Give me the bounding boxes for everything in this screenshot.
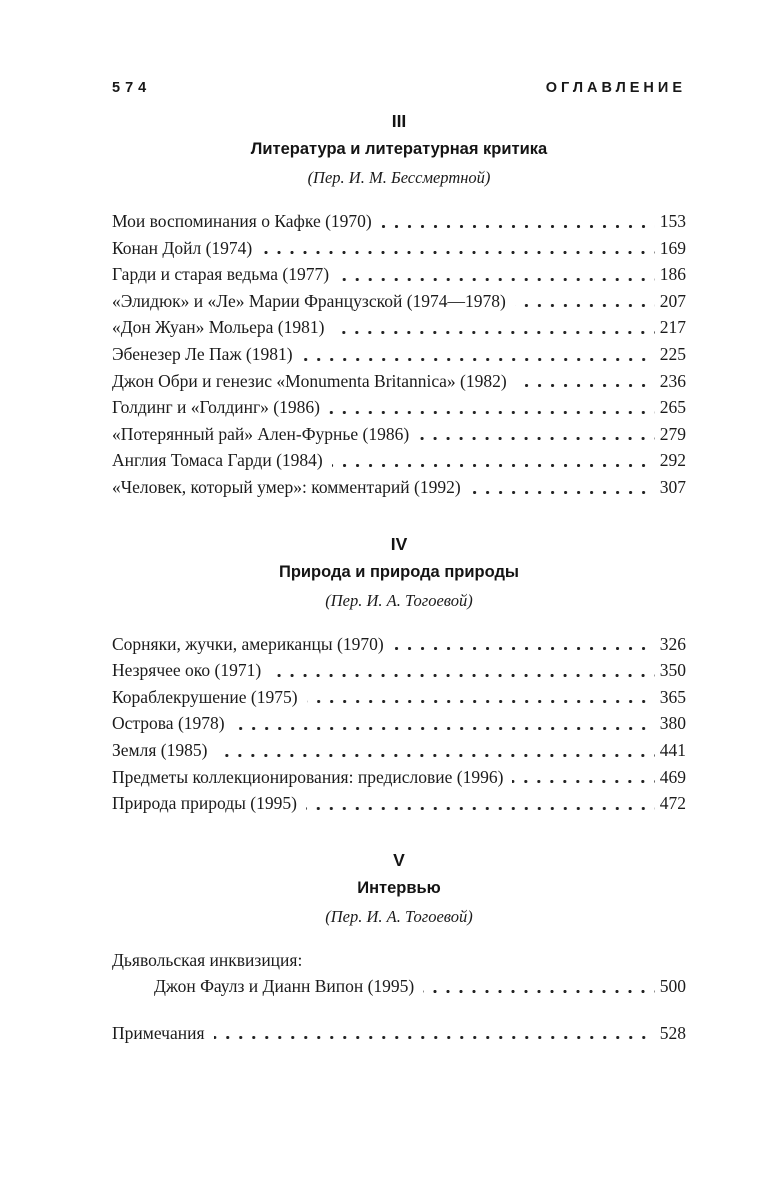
dot-leader <box>324 314 659 341</box>
entry-page: 307 <box>659 476 686 497</box>
entry-title: «Элидюк» и «Ле» Марии Французской (1974—1978) <box>112 290 506 311</box>
entry-page: 441 <box>659 739 686 760</box>
section-title: Литература и литературная критика <box>250 140 548 158</box>
toc-entry <box>112 790 686 817</box>
section-translator: (Пер. И. А. Тогоевой) <box>325 590 473 610</box>
toc-entry <box>112 368 686 395</box>
entry-page: 350 <box>659 660 686 681</box>
dot-leader <box>461 474 660 501</box>
dot-leader <box>205 1020 660 1047</box>
entry-title: Эбенезер Ле Паж (1981) <box>112 343 293 364</box>
entry-title: Острова (1978) <box>112 713 225 734</box>
section-title: Природа и природа природы <box>278 562 520 581</box>
dot-leader <box>409 421 660 448</box>
entry-title: Дьявольская инквизиция: <box>112 949 303 970</box>
page-number: 574 <box>112 80 152 96</box>
toc-entry <box>112 1020 686 1047</box>
toc-entry <box>112 314 686 341</box>
toc-section <box>112 534 686 817</box>
toc-entry <box>112 657 686 684</box>
dot-leader <box>297 790 660 817</box>
dot-leader <box>414 973 659 1000</box>
dot-leader <box>298 684 660 711</box>
toc-entry <box>112 947 686 974</box>
entry-page: 265 <box>659 397 686 418</box>
table-of-contents <box>112 111 686 1046</box>
dot-leader <box>329 261 660 288</box>
toc-entry <box>112 421 686 448</box>
entry-title: Земля (1985) <box>112 739 208 760</box>
entry-page: 225 <box>659 343 686 364</box>
dot-leader <box>207 737 659 764</box>
entry-page: 169 <box>659 237 686 258</box>
entry-title: Незрячее око (1971) <box>112 660 262 681</box>
dot-leader <box>323 447 660 474</box>
dot-leader <box>506 288 660 315</box>
entry-page: 365 <box>659 686 686 707</box>
entry-title: Примечания <box>112 1022 205 1043</box>
dot-leader <box>225 710 660 737</box>
entry-page: 469 <box>659 766 686 787</box>
dot-leader <box>503 764 659 791</box>
toc-entry <box>112 973 686 1000</box>
entry-title: Гарди и старая ведьма (1977) <box>112 264 330 285</box>
toc-entry <box>112 341 686 368</box>
entry-page: 207 <box>659 290 686 311</box>
entry-page: 236 <box>659 370 686 391</box>
dot-leader <box>507 368 660 395</box>
entry-page: 528 <box>659 1022 686 1043</box>
entry-list <box>112 1020 686 1047</box>
toc-entry <box>112 261 686 288</box>
entry-page: 380 <box>659 713 686 734</box>
dot-leader <box>384 631 660 658</box>
running-head <box>112 80 686 96</box>
entry-page: 500 <box>659 976 686 997</box>
dot-leader <box>252 235 660 262</box>
toc-section <box>112 850 686 1000</box>
entry-title: Предметы коллекционирования: предисловие (1996) <box>112 766 504 787</box>
section-numeral: IV <box>390 533 408 554</box>
entry-page: 326 <box>659 633 686 654</box>
toc-section <box>112 1020 686 1047</box>
entry-page: 292 <box>659 450 686 471</box>
section-numeral: III <box>391 111 407 131</box>
entry-list <box>112 631 686 817</box>
entry-title: «Потерянный рай» Ален-Фурнье (1986) <box>112 423 410 444</box>
entry-list <box>112 947 686 1000</box>
entry-title: Мои воспоминания о Кафке (1970) <box>112 211 372 231</box>
dot-leader <box>261 657 660 684</box>
toc-entry <box>112 394 686 421</box>
entry-title: Кораблекрушение (1975) <box>112 686 298 707</box>
section-translator: (Пер. И. М. Бессмертной) <box>307 168 491 187</box>
section-numeral: V <box>393 849 405 870</box>
section-translator: (Пер. И. А. Тогоевой) <box>325 906 473 926</box>
entry-title: Сорняки, жучки, американцы (1970) <box>112 633 384 654</box>
entry-page: 279 <box>659 423 686 444</box>
dot-leader <box>372 208 660 235</box>
entry-page: 217 <box>659 317 686 338</box>
dot-leader <box>320 394 660 421</box>
running-title: ОГЛАВЛЕНИЕ <box>545 80 686 96</box>
entry-list <box>112 208 686 501</box>
entry-title: Голдинг и «Голдинг» (1986) <box>112 397 320 418</box>
dot-leader <box>293 341 660 368</box>
toc-entry <box>112 764 686 791</box>
toc-entry <box>112 208 686 235</box>
entry-title: «Дон Жуан» Мольера (1981) <box>112 317 325 338</box>
entry-title: Джон Обри и генезис «Monumenta Britannica» (1982) <box>112 370 507 391</box>
section-title: Интервью <box>357 878 441 897</box>
toc-entry <box>112 474 686 501</box>
toc-section <box>112 111 686 501</box>
entry-page: 472 <box>659 793 686 814</box>
toc-entry <box>112 737 686 764</box>
entry-title: Джон Фаулз и Дианн Випон (1995) <box>154 976 415 997</box>
entry-title: Природа природы (1995) <box>112 793 297 814</box>
toc-entry <box>112 235 686 262</box>
entry-page: 186 <box>659 264 686 285</box>
entry-title: «Человек, который умер»: комментарий (1992) <box>112 476 461 497</box>
toc-entry <box>112 631 686 658</box>
entry-title: Конан Дойл (1974) <box>112 237 253 258</box>
toc-entry <box>112 710 686 737</box>
entry-page: 153 <box>659 211 686 231</box>
toc-entry <box>112 288 686 315</box>
toc-entry <box>112 684 686 711</box>
toc-entry <box>112 447 686 474</box>
entry-title: Англия Томаса Гарди (1984) <box>112 450 323 471</box>
